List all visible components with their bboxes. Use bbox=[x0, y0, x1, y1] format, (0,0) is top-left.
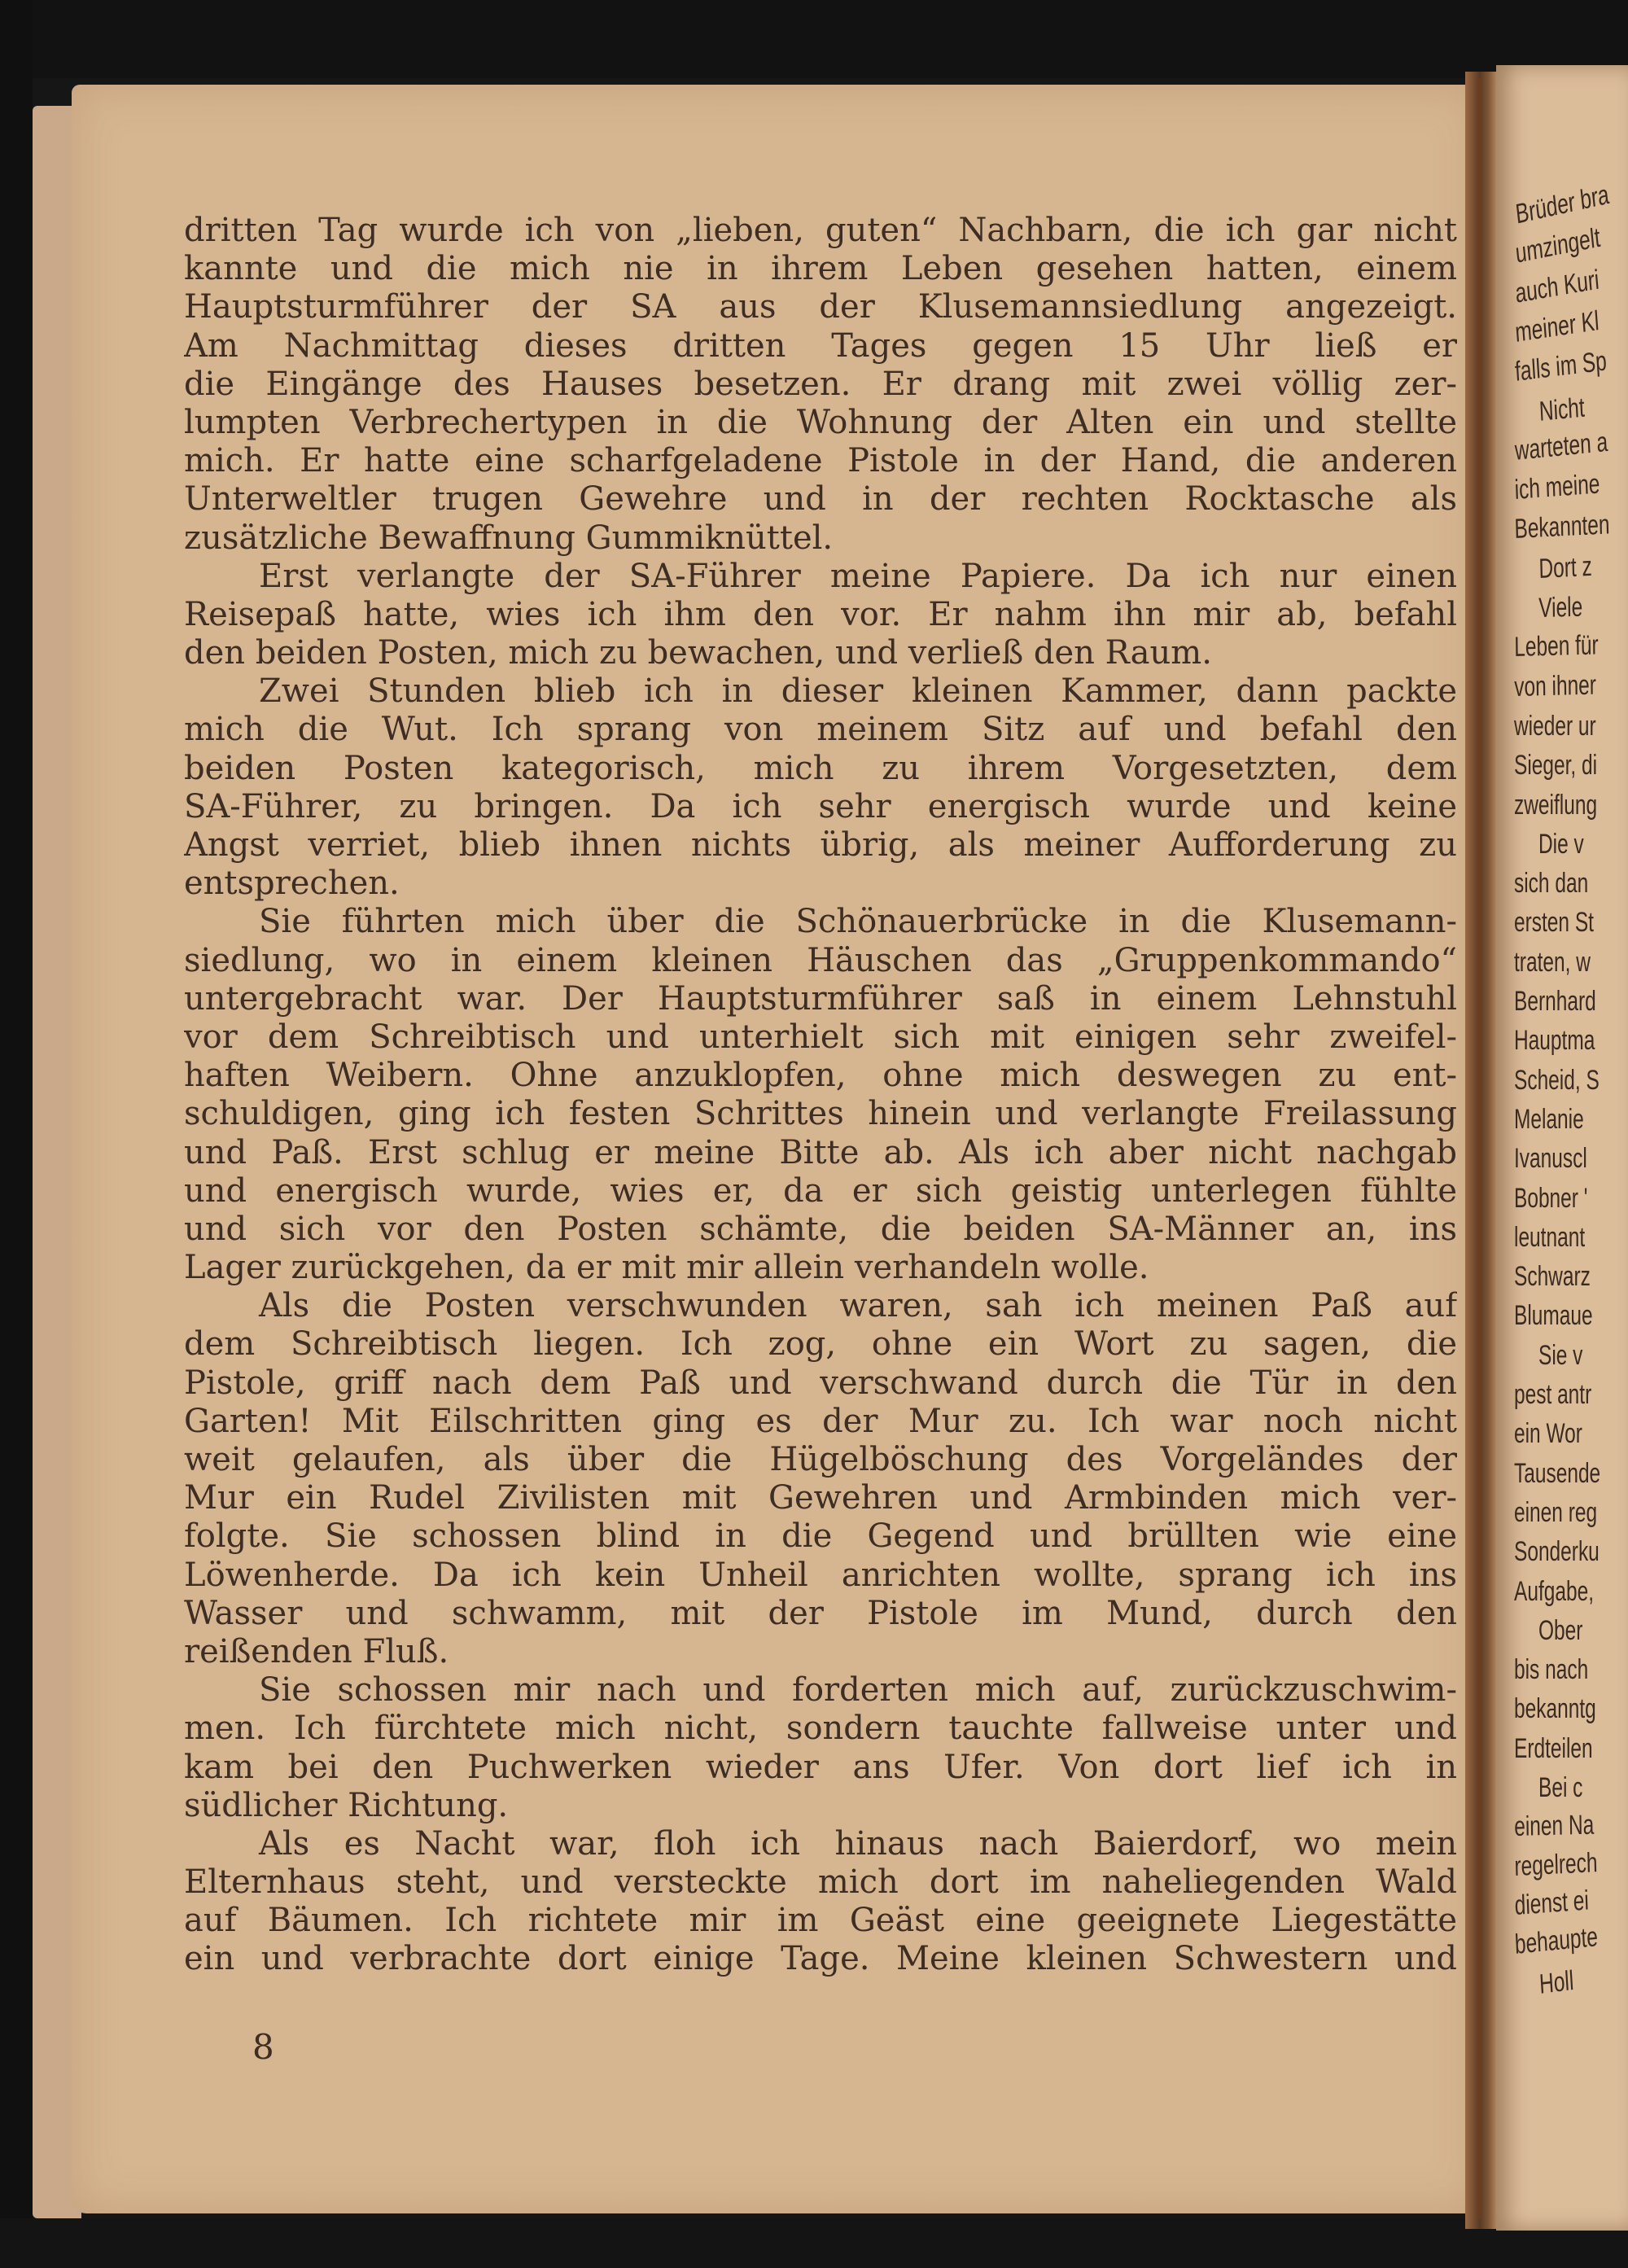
right-page-text-fragment: ersten St bbox=[1514, 907, 1594, 939]
text-line: mich die Wut. Ich sprang von meinem Sitz auf und befahl den bbox=[184, 711, 1457, 749]
background-top bbox=[0, 0, 1628, 78]
text-line: dem Schreibtisch liegen. Ich zog, ohne ein Wort zu sagen, die bbox=[184, 1325, 1457, 1364]
text-line: zusätzliche Bewaffnung Gummiknüttel. bbox=[184, 519, 834, 557]
background-bottom bbox=[0, 2218, 1628, 2268]
book-gutter bbox=[1465, 72, 1498, 2229]
text-line: men. Ich fürchtete mich nicht, sondern tauchte fallweise unter und bbox=[184, 1710, 1457, 1748]
right-page-text-fragment: Sieger, di bbox=[1514, 750, 1598, 782]
right-page-text-fragment: von ihner bbox=[1514, 669, 1597, 703]
text-line: die Eingänge des Hauses besetzen. Er drang mit zwei völlig zer- bbox=[184, 365, 1457, 403]
right-page-text-fragment: Scheid, S bbox=[1514, 1064, 1600, 1096]
right-page-text-fragment: warteten a bbox=[1514, 426, 1608, 466]
right-page-text-fragment: behaupte bbox=[1514, 1921, 1599, 1961]
text-line: Sie schossen mir nach und forderten mich auf, zurückzuschwim- bbox=[259, 1671, 1457, 1710]
right-page-text-fragment: einen reg bbox=[1514, 1496, 1598, 1528]
background-left bbox=[0, 0, 33, 2268]
right-page-text-fragment: Schwarz bbox=[1514, 1261, 1591, 1293]
right-page-text-fragment: Bei c bbox=[1538, 1772, 1583, 1803]
text-line: Pistole, griff nach dem Paß und verschwand durch die Tür in den bbox=[184, 1364, 1457, 1402]
text-line: Elternhaus steht, und versteckte mich dort im naheliegenden Wald bbox=[184, 1863, 1457, 1902]
text-line: schuldigen, ging ich festen Schrittes hinein und verlangte Freilassung bbox=[184, 1095, 1457, 1133]
text-line: kannte und die mich nie in ihrem Leben gesehen hatten, einem bbox=[184, 250, 1457, 288]
text-line: ein und verbrachte dort einige Tage. Meine kleinen Schwestern und bbox=[184, 1940, 1457, 1978]
text-line: südlicher Richtung. bbox=[184, 1786, 509, 1824]
right-page-text-fragment: Nicht bbox=[1538, 392, 1586, 427]
right-page-text-fragment: Dort z bbox=[1538, 550, 1593, 585]
right-page-text-fragment: dienst ei bbox=[1514, 1885, 1590, 1921]
right-page-text-fragment: Sonderku bbox=[1514, 1536, 1600, 1568]
right-page-text-fragment: meiner Kl bbox=[1514, 304, 1600, 348]
text-line: Erst verlangte der SA-Führer meine Papiere. Da ich nur einen bbox=[259, 557, 1457, 595]
text-line: Wasser und schwamm, mit der Pistole im Mund, durch den bbox=[184, 1594, 1457, 1632]
text-line: untergebracht war. Der Hauptsturmführer saß in einem Lehnstuhl bbox=[184, 979, 1457, 1018]
right-page-text-fragment: einen Na bbox=[1514, 1809, 1595, 1843]
right-page-text-fragment: Bekannten bbox=[1514, 509, 1610, 545]
page-number: 8 bbox=[252, 2027, 274, 2067]
text-line: Garten! Mit Eilschritten ging es der Mur zu. Ich war noch nicht bbox=[184, 1402, 1457, 1440]
text-line: Hauptsturmführer der SA aus der Klusemannsiedlung angezeigt. bbox=[184, 288, 1457, 326]
right-page-text-fragment: Holl bbox=[1538, 1964, 1575, 2000]
text-line: kam bei den Puchwerken wieder ans Ufer. Von dort lief ich in bbox=[184, 1748, 1457, 1786]
right-page-text-fragment: Aufgabe, bbox=[1514, 1575, 1595, 1607]
text-line: Löwenherde. Da ich kein Unheil anrichten wollte, sprang ich ins bbox=[184, 1556, 1457, 1594]
book-spine bbox=[1477, 78, 1481, 2219]
right-page-text-fragment: auch Kuri bbox=[1514, 264, 1600, 309]
right-page-text-fragment: leutnant bbox=[1514, 1221, 1586, 1253]
text-line: und Paß. Erst schlug er meine Bitte ab. Als ich aber nicht nachgab bbox=[184, 1133, 1457, 1171]
right-page-text-fragment: Ivanuscl bbox=[1514, 1143, 1587, 1175]
text-line: vor dem Schreibtisch und unterhielt sich mit einigen sehr zweifel- bbox=[184, 1018, 1457, 1056]
right-page-text-fragment: Ober bbox=[1538, 1614, 1583, 1646]
text-line: den beiden Posten, mich zu bewachen, und verließ den Raum. bbox=[184, 634, 1212, 672]
right-page-text-fragment: Die v bbox=[1538, 828, 1584, 860]
right-page-text-fragment: umzingelt bbox=[1514, 222, 1602, 269]
right-page-text-fragment: Brüder bra bbox=[1514, 178, 1611, 230]
text-line: reißenden Fluß. bbox=[184, 1632, 449, 1670]
text-line: Zwei Stunden blieb ich in dieser kleinen Kammer, dann packte bbox=[259, 672, 1457, 711]
right-page-text-fragment: Erdteilen bbox=[1514, 1732, 1593, 1764]
right-page-text-fragment: Tausende bbox=[1514, 1457, 1601, 1489]
text-line: und sich vor den Posten schämte, die beiden SA-Männer an, ins bbox=[184, 1210, 1457, 1248]
text-line: Mur ein Rudel Zivilisten mit Gewehren und Armbinden mich ver- bbox=[184, 1479, 1457, 1517]
text-line: Als es Nacht war, floh ich hinaus nach Baierdorf, wo mein bbox=[259, 1824, 1457, 1863]
text-line: Angst verriet, blieb ihnen nichts übrig, als meiner Aufforderung zu bbox=[184, 826, 1457, 864]
right-page bbox=[1496, 65, 1628, 2231]
text-line: SA-Führer, zu bringen. Da ich sehr energisch wurde und keine bbox=[184, 787, 1457, 825]
right-page-text-fragment: Blumaue bbox=[1514, 1300, 1593, 1332]
right-page-text-fragment: Leben für bbox=[1514, 629, 1599, 663]
text-line: haften Weibern. Ohne anzuklopfen, ohne mich deswegen zu ent- bbox=[184, 1057, 1457, 1095]
right-page-text-fragment: Melanie bbox=[1514, 1103, 1584, 1135]
right-page-text-fragment: Viele bbox=[1538, 591, 1583, 624]
text-line: beiden Posten kategorisch, mich zu ihrem Vorgesetzten, dem bbox=[184, 749, 1457, 787]
text-line: weit gelaufen, als über die Hügelböschung des Vorgeländes der bbox=[184, 1441, 1457, 1478]
text-line: Unterweltler trugen Gewehre und in der rechten Rocktasche als bbox=[184, 480, 1457, 519]
text-line: Reisepaß hatte, wies ich ihm den vor. Er nahm ihn mir ab, befahl bbox=[184, 595, 1457, 633]
text-line: und energisch wurde, wies er, da er sich geistig unterlegen fühlte bbox=[184, 1171, 1457, 1210]
text-line: siedlung, wo in einem kleinen Häuschen das „Gruppenkommando“ bbox=[184, 941, 1457, 979]
right-page-text-fragment: Hauptma bbox=[1514, 1025, 1595, 1057]
text-line: Als die Posten verschwunden waren, sah ich meinen Paß auf bbox=[259, 1287, 1457, 1325]
right-page-text-fragment: zweiflung bbox=[1514, 789, 1598, 821]
right-page-text-fragment: sich dan bbox=[1514, 868, 1589, 900]
text-line: Am Nachmittag dieses dritten Tages gegen 15 Uhr ließ er bbox=[184, 326, 1457, 365]
right-page-text-fragment: ich meine bbox=[1514, 468, 1601, 506]
right-page-text-fragment: Sie v bbox=[1538, 1339, 1583, 1371]
right-page-text-fragment: Bobner ' bbox=[1514, 1182, 1588, 1214]
left-page-body-text bbox=[184, 212, 1457, 1979]
text-line: entsprechen. bbox=[184, 865, 400, 903]
text-line: mich. Er hatte eine scharfgeladene Pistole in der Hand, die anderen bbox=[184, 442, 1457, 480]
right-page-text-fragment: traten, w bbox=[1514, 946, 1591, 978]
text-line: Lager zurückgehen, da er mit mir allein verhandeln wolle. bbox=[184, 1249, 1149, 1287]
right-page-text-fragment: bekanntg bbox=[1514, 1693, 1596, 1725]
text-line: folgte. Sie schossen blind in die Gegend und brüllten wie eine bbox=[184, 1517, 1457, 1556]
right-page-text-fragment: ein Wor bbox=[1514, 1418, 1582, 1450]
text-line: lumpten Verbrechertypen in die Wohnung der Alten ein und stellte bbox=[184, 403, 1457, 441]
right-page-text-fragment: falls im Sp bbox=[1514, 345, 1608, 388]
right-page-text-fragment: bis nach bbox=[1514, 1654, 1589, 1686]
text-line: Sie führten mich über die Schönauerbrücke in die Klusemann- bbox=[259, 903, 1457, 941]
right-page-text-fragment: pest antr bbox=[1514, 1379, 1592, 1410]
right-page-text-fragment: regelrech bbox=[1514, 1846, 1598, 1882]
text-line: dritten Tag wurde ich von „lieben, guten“ Nachbarn, die ich gar nicht bbox=[184, 212, 1457, 249]
text-line: auf Bäumen. Ich richtete mir im Geäst eine geeignete Liegestätte bbox=[184, 1902, 1457, 1940]
right-page-text-fragment: Bernhard bbox=[1514, 986, 1596, 1017]
right-page-text-fragment: wieder ur bbox=[1514, 710, 1596, 742]
